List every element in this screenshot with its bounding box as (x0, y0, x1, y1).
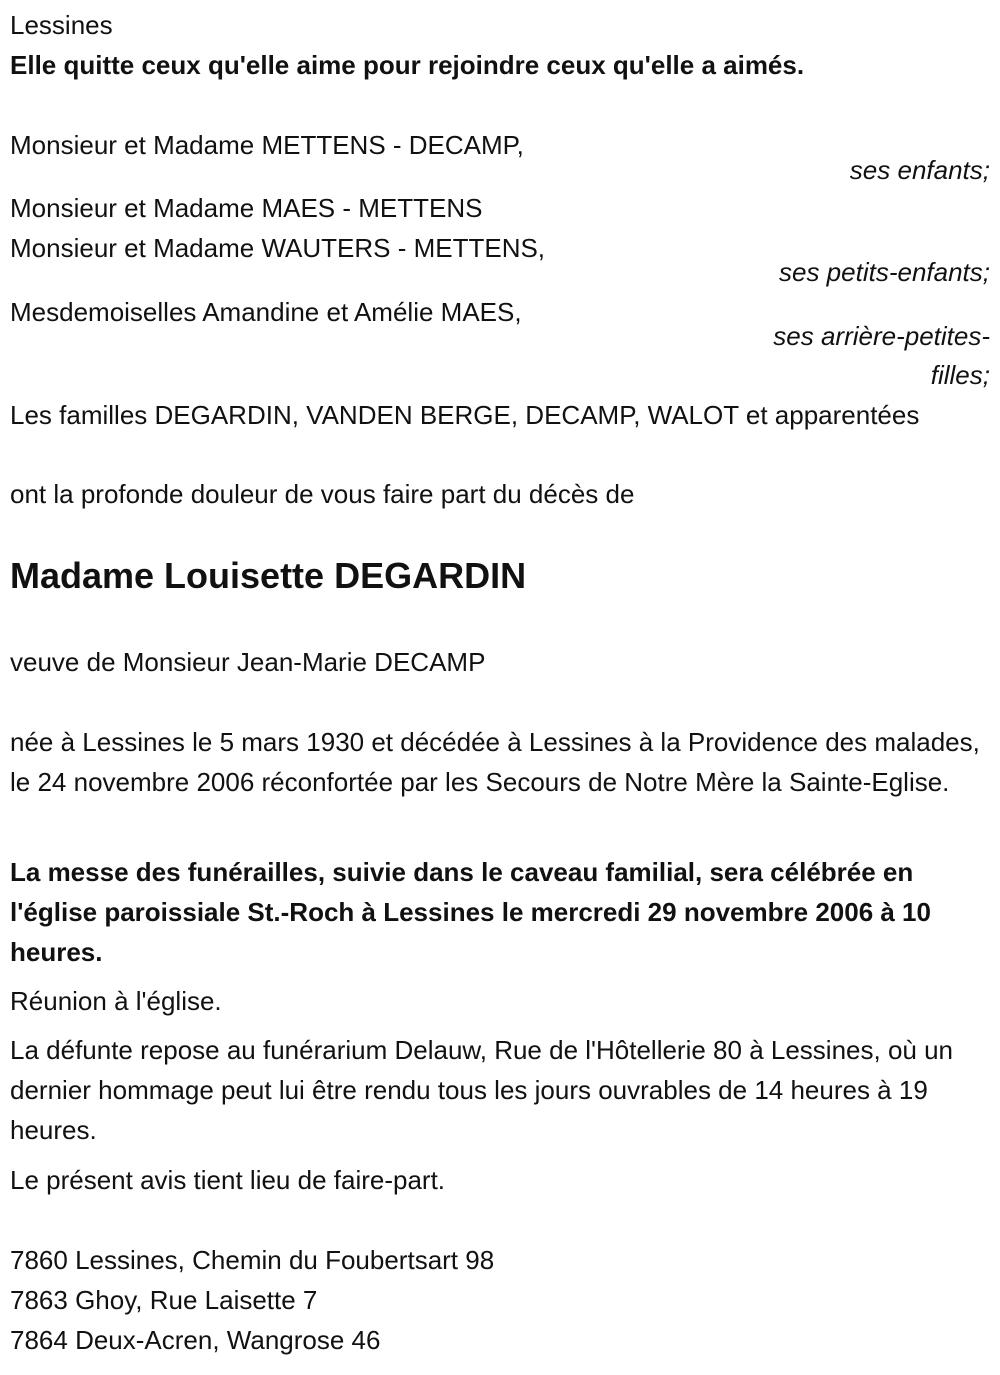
grandchildren-1: Monsieur et Madame MAES - METTENS (10, 193, 483, 223)
deceased-name: Madame Louisette DEGARDIN (10, 555, 527, 596)
place: Lessines (10, 10, 113, 40)
birth-death: née à Lessines le 5 mars 1930 et décédée à Lessines à la Providence des malades, le 24 novembre 2006 réconfortée par les Secours de Notre Mère la Sainte-Eglise. (10, 727, 980, 797)
address-1: 7860 Lessines, Chemin du Foubertsart 98 (10, 1245, 495, 1275)
great-grandchildren-role-1: ses arrière-petites- (773, 321, 990, 351)
repose-details: La défunte repose au funérarium Delauw, Rue de l'Hôtellerie 80 à Lessines, où un dernier hommage peut lui être rendu tous les jours ouvrables de 14 heures à 19 heures. (10, 1035, 954, 1145)
widow-of: veuve de Monsieur Jean-Marie DECAMP (10, 647, 486, 677)
funeral-details: La messe des funérailles, suivie dans le caveau familial, sera célébrée en l'église paroissiale St.-Roch à Lessines le mercredi 29 novembre 2006 à 10 heures. (10, 857, 931, 967)
grandchildren-2: Monsieur et Madame WAUTERS - METTENS, (10, 233, 546, 263)
announcement: ont la profonde douleur de vous faire part du décès de (10, 479, 635, 509)
notice: Le présent avis tient lieu de faire-part. (10, 1165, 446, 1195)
children: Monsieur et Madame METTENS - DECAMP, (10, 130, 524, 160)
great-grandchildren: Mesdemoiselles Amandine et Amélie MAES, (10, 297, 522, 327)
families: Les familles DEGARDIN, VANDEN BERGE, DECAMP, WALOT et apparentées (10, 400, 920, 430)
great-grandchildren-role-2: filles; (930, 360, 990, 390)
children-role: ses enfants; (849, 155, 990, 185)
address-2: 7863 Ghoy, Rue Laisette 7 (10, 1285, 318, 1315)
grandchildren-role: ses petits-enfants; (779, 257, 990, 287)
meeting: Réunion à l'église. (10, 986, 222, 1016)
address-3: 7864 Deux-Acren, Wangrose 46 (10, 1325, 381, 1355)
epitaph: Elle quitte ceux qu'elle aime pour rejoindre ceux qu'elle a aimés. (10, 50, 805, 80)
